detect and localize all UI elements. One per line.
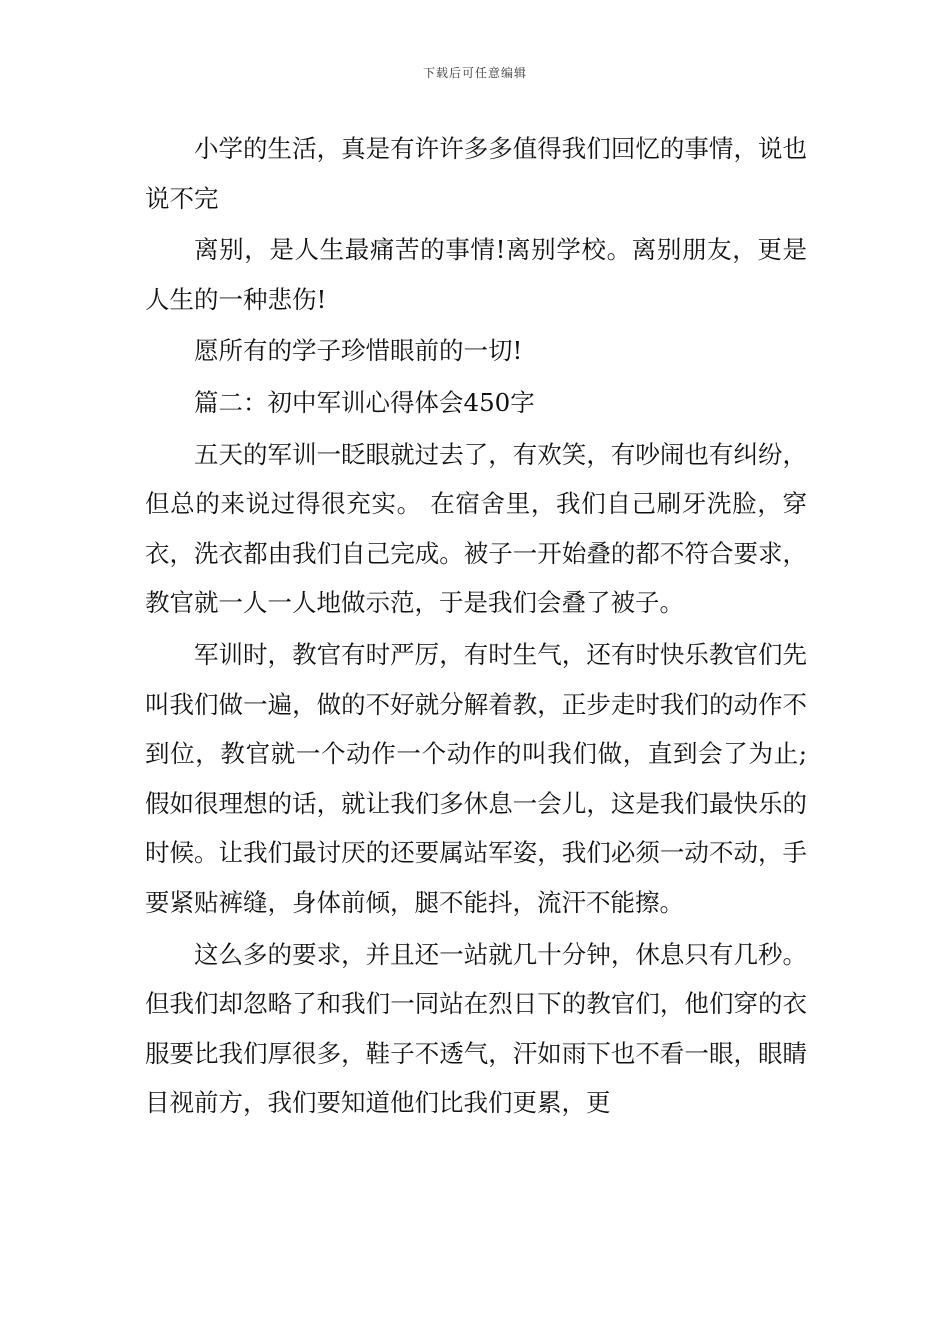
section-heading: 篇二：初中军训心得体会450字 [194,387,535,417]
page-header: 下载后可任意编辑 [422,66,527,80]
paragraph: 愿所有的学子珍惜眼前的一切! [194,336,523,366]
paragraph: 这么多的要求，并且还一站就几十分钟，休息只有几秒。但我们却忽略了和我们一同站在烈日下的教官们，他们穿的衣服要比我们厚很多，鞋子不透气，汗如雨下也不看一眼，眼睛目视前方，我们要知道他们比我们更累，更 [145,939,807,1118]
paragraph: 小学的生活，真是有许许多多值得我们回忆的事情，说也说不完 [145,134,807,213]
paragraph: 离别，是人生最痛苦的事情!离别学校。离别朋友，更是人生的一种悲伤! [145,235,807,314]
paragraph: 军训时，教官有时严厉，有时生气，还有时快乐教官们先叫我们做一遍，做的不好就分解着教，正步走时我们的动作不到位，教官就一个动作一个动作的叫我们做，直到会了为止;假如很理想的话，就让我们多休息一会儿，这是我们最快乐的时候。让我们最讨厌的还要属站军姿，我们必须一动不动，手要紧贴裤缝，身体前倾，腿不能抖，流汗不能擦。 [145,639,807,917]
document-body [145,124,807,1130]
paragraph: 五天的军训一眨眼就过去了，有欢笑，有吵闹也有纠纷，但总的来说过得很充实。 在宿舍里，我们自己刷牙洗脸，穿衣，洗衣都由我们自己完成。被子一开始叠的都不符合要求，教官就一人一人地做示范，于是我们会叠了被子。 [145,439,807,618]
